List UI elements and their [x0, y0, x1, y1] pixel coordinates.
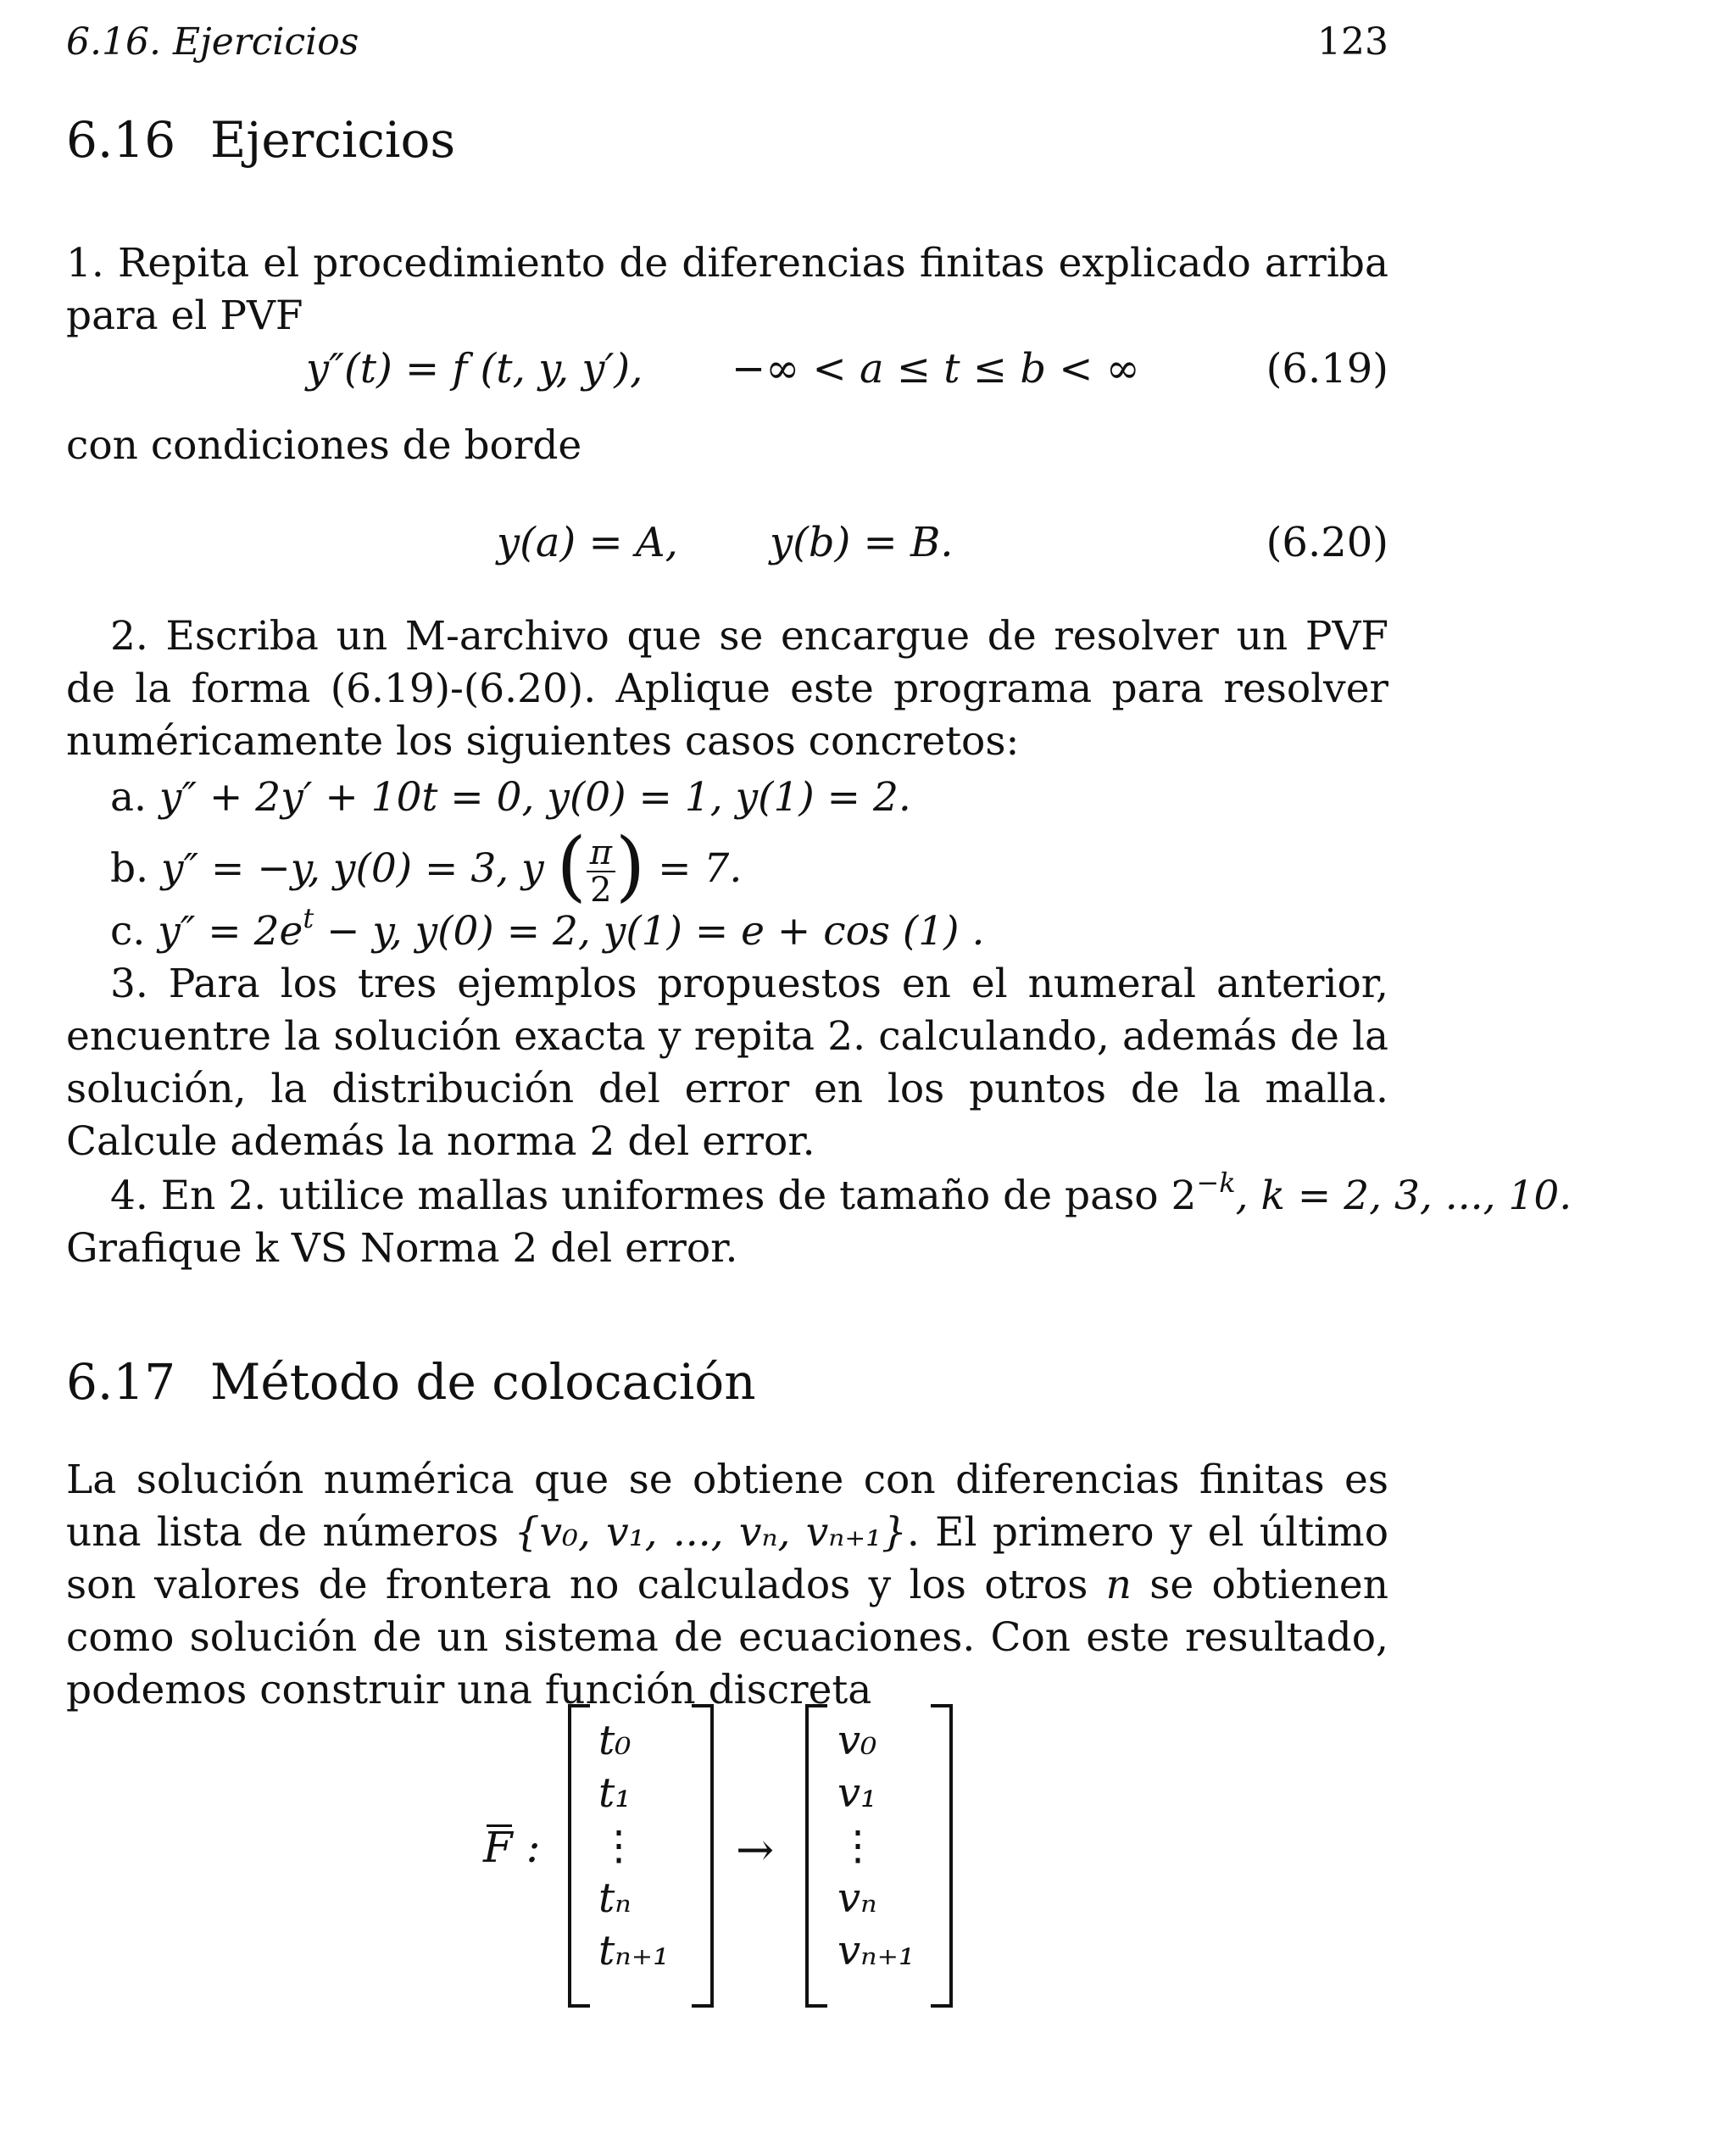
variable-n: n [1105, 1562, 1132, 1608]
boundary-b: y(b) = B. [770, 519, 954, 566]
case-equation: y″ = −y, y(0) = 3, y [160, 845, 544, 892]
matrix-entry: ⋮ [598, 1822, 639, 1869]
function-label [483, 1823, 540, 1872]
case-c [66, 902, 985, 958]
arrow: → [736, 1823, 775, 1876]
left-column [598, 1714, 669, 1977]
right-bracket-open [805, 1704, 827, 2008]
case-b: b. y″ = −y, y(0) = 3, y ( $\frac{\pi}{2}$ ) = 7. [110, 822, 743, 911]
section-heading-ejercicios [66, 110, 455, 170]
case-label: c. [110, 908, 146, 955]
function-name: F : [483, 1823, 541, 1872]
exercise-4-line-2: Grafique k VS Norma 2 del error. [66, 1225, 738, 1272]
running-head-section: 6.16. Ejercicios [66, 20, 359, 64]
case-equation: y″ + 2y′ + 10t = 0, y(0) = 1, y(1) = 2. [159, 774, 911, 821]
fraction-denominator: 2 [590, 871, 612, 910]
exponent: t [303, 902, 314, 934]
equation-lhs: y″(t) = f (t, y, y′), [306, 345, 643, 393]
matrix-entry: t₀ [598, 1717, 632, 1764]
case-a [66, 771, 911, 824]
colocacion-paragraph [66, 1454, 1388, 1717]
fraction-numerator: π [587, 835, 615, 872]
matrix-entry: ⋮ [837, 1822, 878, 1869]
exercise-4-text: 4. En 2. utilice mallas uniformes de tamaño de paso 2 [110, 1173, 1197, 1219]
right-column [837, 1714, 915, 1977]
section-number: 6.16 [66, 111, 176, 169]
fraction [587, 835, 615, 908]
exercise-2-text: 2. Escriba un M-archivo que se encargue de resolver un PVF de la forma (6.19)-(6.20). Aplique este programa para resolver numéricamente los siguientes casos concretos: [66, 613, 1388, 765]
matrix-entry: vₙ [837, 1874, 877, 1922]
running-head [66, 19, 1388, 70]
exercise-4-range: , k = 2, 3, ..., 10. [1235, 1173, 1572, 1219]
matrix-entry: vₙ₊₁ [837, 1927, 915, 1975]
section-title: Método de colocación [210, 1353, 756, 1411]
paragraph-text: La solución numérica que se obtiene con diferencias finitas es una lista de números [66, 1457, 1388, 1556]
exponent: −k [1196, 1167, 1236, 1199]
matrix-entry: tₙ₊₁ [598, 1927, 670, 1975]
equation-6-19 [66, 339, 1388, 398]
right-bracket-close [931, 1704, 953, 2008]
equation-tag: (6.19) [1266, 345, 1388, 393]
exercise-1-text: 1. Repita el procedimiento de diferencias finitas explicado arriba para el PVF [66, 240, 1388, 339]
equation-6-20 [66, 513, 1388, 572]
number-set: {v₀, v₁, ..., vₙ, vₙ₊₁} [514, 1509, 907, 1556]
case-label: b. [110, 845, 149, 892]
matrix-entry: tₙ [598, 1874, 632, 1922]
equation-domain: −∞ < a ≤ t ≤ b < ∞ [732, 345, 1140, 393]
exercise-3-text: 3. Para los tres ejemplos propuestos en el numeral anterior, encuentre la solución exacta y repita 2. calculando, además de la solución, la distribución del error en los puntos de la malla. Calcule además la norma 2 del error. [66, 961, 1388, 1165]
equation-tag: (6.20) [1266, 519, 1388, 566]
page-number: 123 [1317, 20, 1388, 64]
case-equation-end: − y, y(0) = 2, y(1) = e + cos (1) . [314, 908, 985, 955]
section-number: 6.17 [66, 1353, 176, 1411]
paragraph-text: se obtienen como solución de un sistema de ecuaciones. Con este resultado, podemos construir una función discreta [66, 1562, 1388, 1713]
left-bracket-close [692, 1704, 714, 2008]
case-equation: y″ = 2e [158, 908, 303, 955]
case-label: a. [110, 774, 147, 821]
boundary-a: y(a) = A, [497, 519, 678, 566]
matrix-entry: v₁ [837, 1769, 877, 1817]
discrete-function-mapping [66, 1704, 1388, 2009]
exercise-4-line-1 [66, 1167, 1572, 1223]
case-equation-end: = 7. [658, 845, 743, 892]
matrix-entry: v₀ [837, 1717, 877, 1764]
boundary-text: con condiciones de borde [66, 422, 582, 469]
matrix-entry: t₁ [598, 1769, 632, 1817]
section-heading-colocacion [66, 1352, 756, 1412]
left-bracket-open [568, 1704, 590, 2008]
paragraph-text: . El primero y el último son valores de frontera no calculados y los otros [66, 1509, 1388, 1608]
section-title: Ejercicios [210, 111, 456, 169]
